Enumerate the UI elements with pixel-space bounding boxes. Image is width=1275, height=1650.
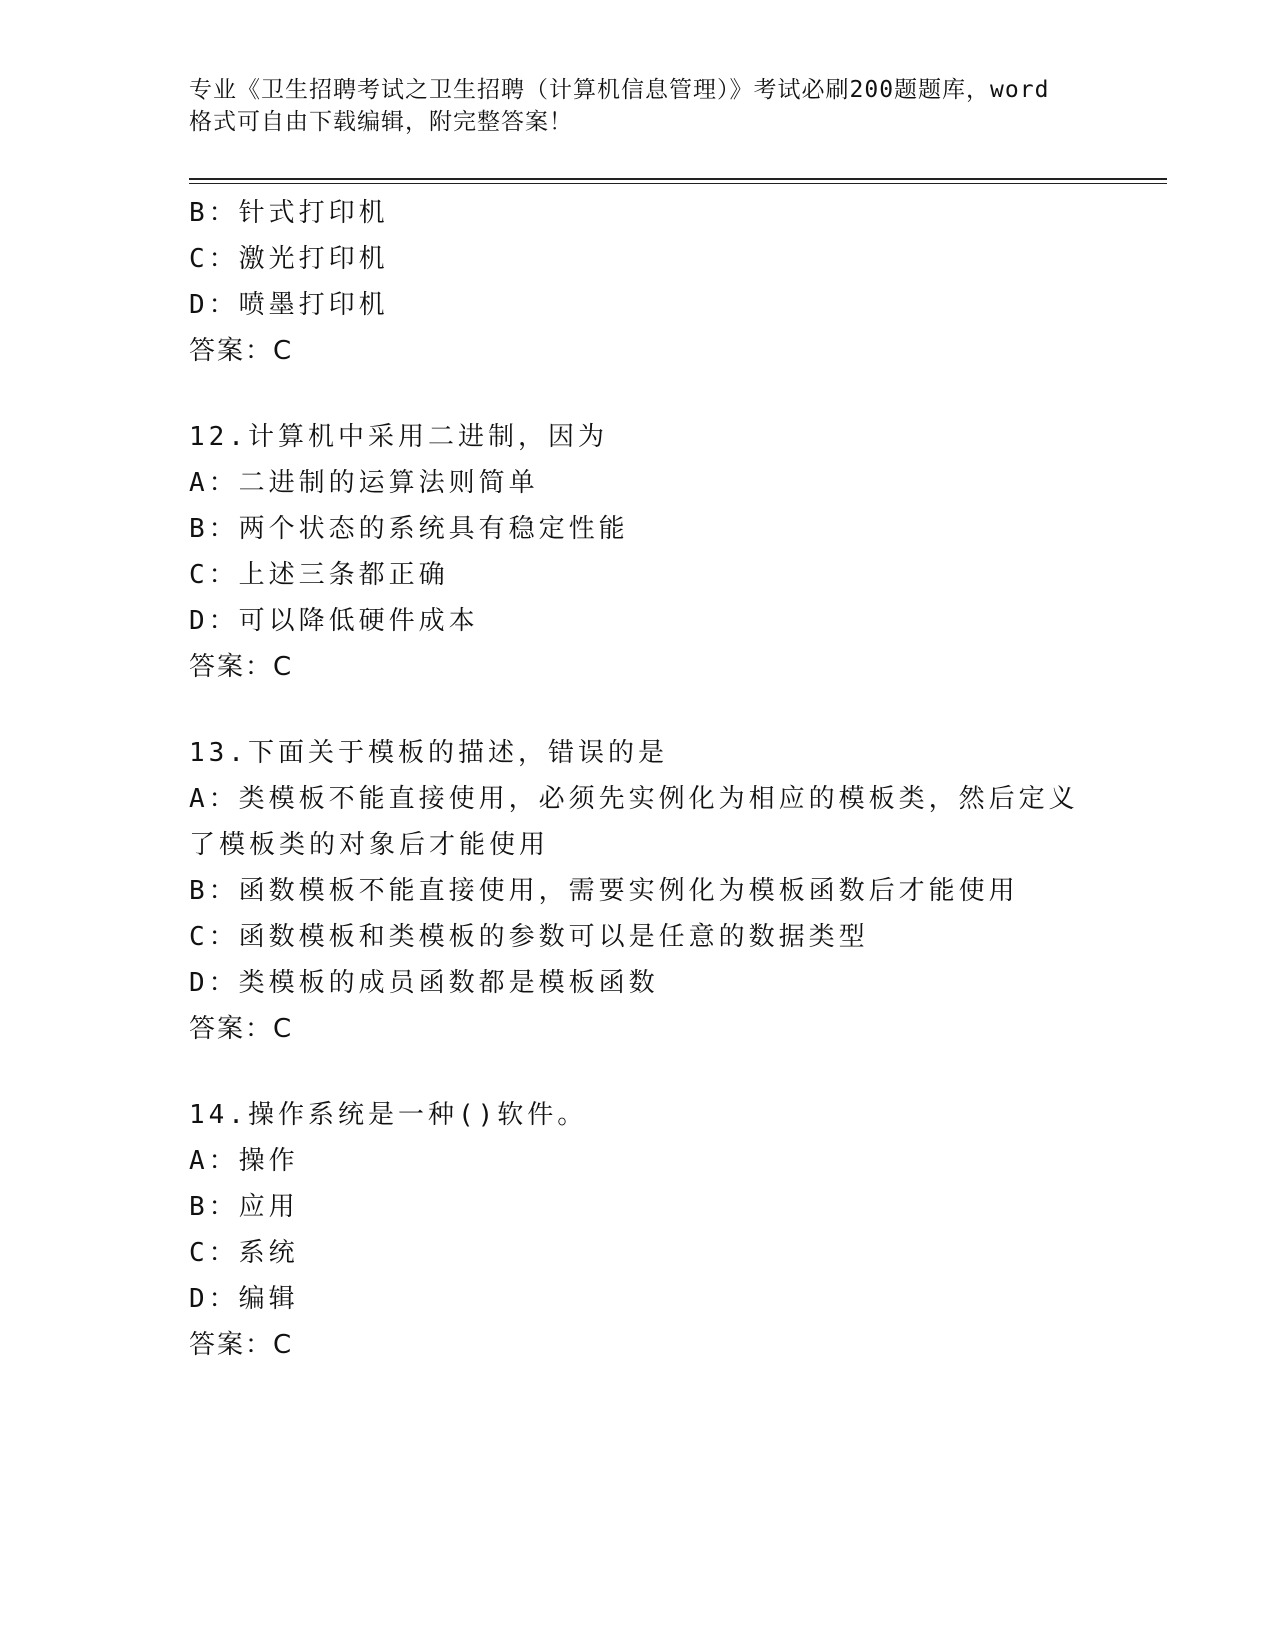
- option-b: B：两个状态的系统具有稳定性能: [189, 514, 629, 544]
- header-line-1: 专业《卫生招聘考试之卫生招聘（计算机信息管理）》考试必刷200题题库，word: [189, 77, 1050, 103]
- question-title: 13.下面关于模板的描述，错误的是: [189, 738, 668, 768]
- document-header: [189, 74, 1109, 138]
- option-c: C：激光打印机: [189, 244, 389, 274]
- question-block-12: [189, 414, 1089, 690]
- option-c: C：系统: [189, 1238, 299, 1268]
- question-title: 14.操作系统是一种()软件。: [189, 1100, 588, 1130]
- option-b: B：函数模板不能直接使用，需要实例化为模板函数后才能使用: [189, 876, 1019, 906]
- question-block-14: [189, 1092, 1089, 1368]
- header-divider-thin: [189, 183, 1167, 184]
- option-c: C：上述三条都正确: [189, 560, 449, 590]
- option-a: A：操作: [189, 1146, 299, 1176]
- option-b: B：针式打印机: [189, 198, 389, 228]
- question-block-13: [189, 730, 1089, 1052]
- option-a: A：二进制的运算法则简单: [189, 468, 539, 498]
- option-d: D：可以降低硬件成本: [189, 606, 479, 636]
- spacer: [189, 1052, 1089, 1092]
- option-b: B：应用: [189, 1192, 299, 1222]
- answer-line: 答案：C: [189, 1330, 294, 1360]
- option-d: D：类模板的成员函数都是模板函数: [189, 968, 659, 998]
- spacer: [189, 690, 1089, 730]
- answer-line: 答案：C: [189, 652, 294, 682]
- option-c: C：函数模板和类模板的参数可以是任意的数据类型: [189, 922, 869, 952]
- question-block-11: [189, 190, 1089, 374]
- spacer: [189, 374, 1089, 414]
- answer-line: 答案：C: [189, 336, 294, 366]
- header-divider-thick: [189, 178, 1167, 180]
- option-a: A：类模板不能直接使用，必须先实例化为相应的模板类，然后定义了模板类的对象后才能使用: [189, 784, 1079, 860]
- answer-line: 答案：C: [189, 1014, 294, 1044]
- question-title: 12.计算机中采用二进制，因为: [189, 422, 608, 452]
- option-d: D：编辑: [189, 1284, 299, 1314]
- option-d: D：喷墨打印机: [189, 290, 389, 320]
- header-line-2: 格式可自由下载编辑，附完整答案！: [189, 109, 573, 135]
- question-list: [189, 190, 1089, 1368]
